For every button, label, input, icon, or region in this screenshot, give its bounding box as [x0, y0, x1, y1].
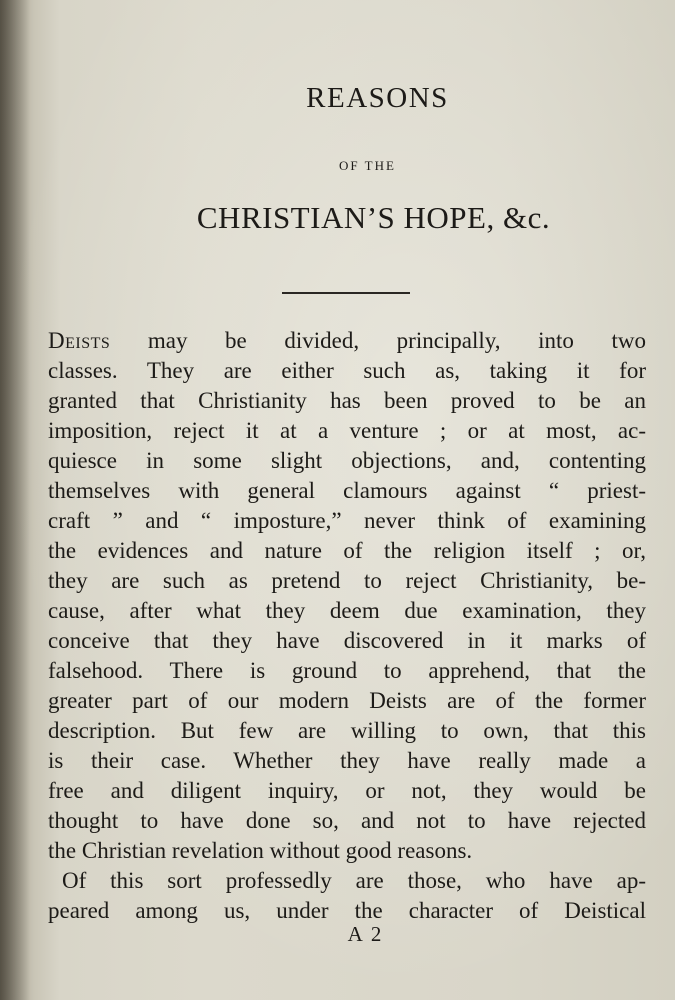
body-line: the evidences and nature of the religion itself ; or, [48, 538, 646, 563]
drop-word: Deists [48, 328, 111, 353]
body-line: greater part of our modern Deists are of the former [48, 688, 646, 713]
body-line: granted that Christianity has been proved to be an [48, 388, 646, 413]
page-subtitle: OF THE [339, 158, 396, 173]
body-line: description. But few are willing to own, that this [48, 718, 646, 743]
signature-mark: A 2 [347, 922, 384, 946]
page-title: REASONS [306, 82, 449, 114]
body-line: themselves with general clamours against “ priest- [48, 478, 646, 503]
title-rule-divider [282, 292, 410, 294]
body-line: thought to have done so, and not to have rejected [48, 808, 646, 833]
body-line: Of this sort professedly are those, who have ap- [62, 868, 646, 893]
body-line: is their case. Whether they have really made a [48, 748, 646, 773]
body-line: cause, after what they deem due examination, they [48, 598, 646, 623]
body-line: peared among us, under the character of Deistical [48, 898, 646, 923]
body-line: they are such as pretend to reject Christianity, be- [48, 568, 646, 593]
binding-gutter-shadow [0, 0, 30, 1000]
body-line: quiesce in some slight objections, and, contenting [48, 448, 646, 473]
body-line: conceive that they have discovered in it marks of [48, 628, 646, 653]
body-line: classes. They are either such as, taking it for [48, 358, 646, 383]
body-line-1-rest: may be divided, principally, into two [110, 328, 646, 353]
body-paragraphs [48, 326, 646, 926]
body-line-1 [48, 326, 646, 356]
page-headline: CHRISTIAN’S HOPE, &c. [196, 200, 551, 235]
body-line: free and diligent inquiry, or not, they would be [48, 778, 646, 803]
body-line: imposition, reject it at a venture ; or at most, ac- [48, 418, 646, 443]
body-line: craft ” and “ imposture,” never think of examining [48, 508, 646, 533]
body-line: falsehood. There is ground to apprehend, that the [48, 658, 646, 683]
body-line: the Christian revelation without good reasons. [48, 838, 473, 863]
